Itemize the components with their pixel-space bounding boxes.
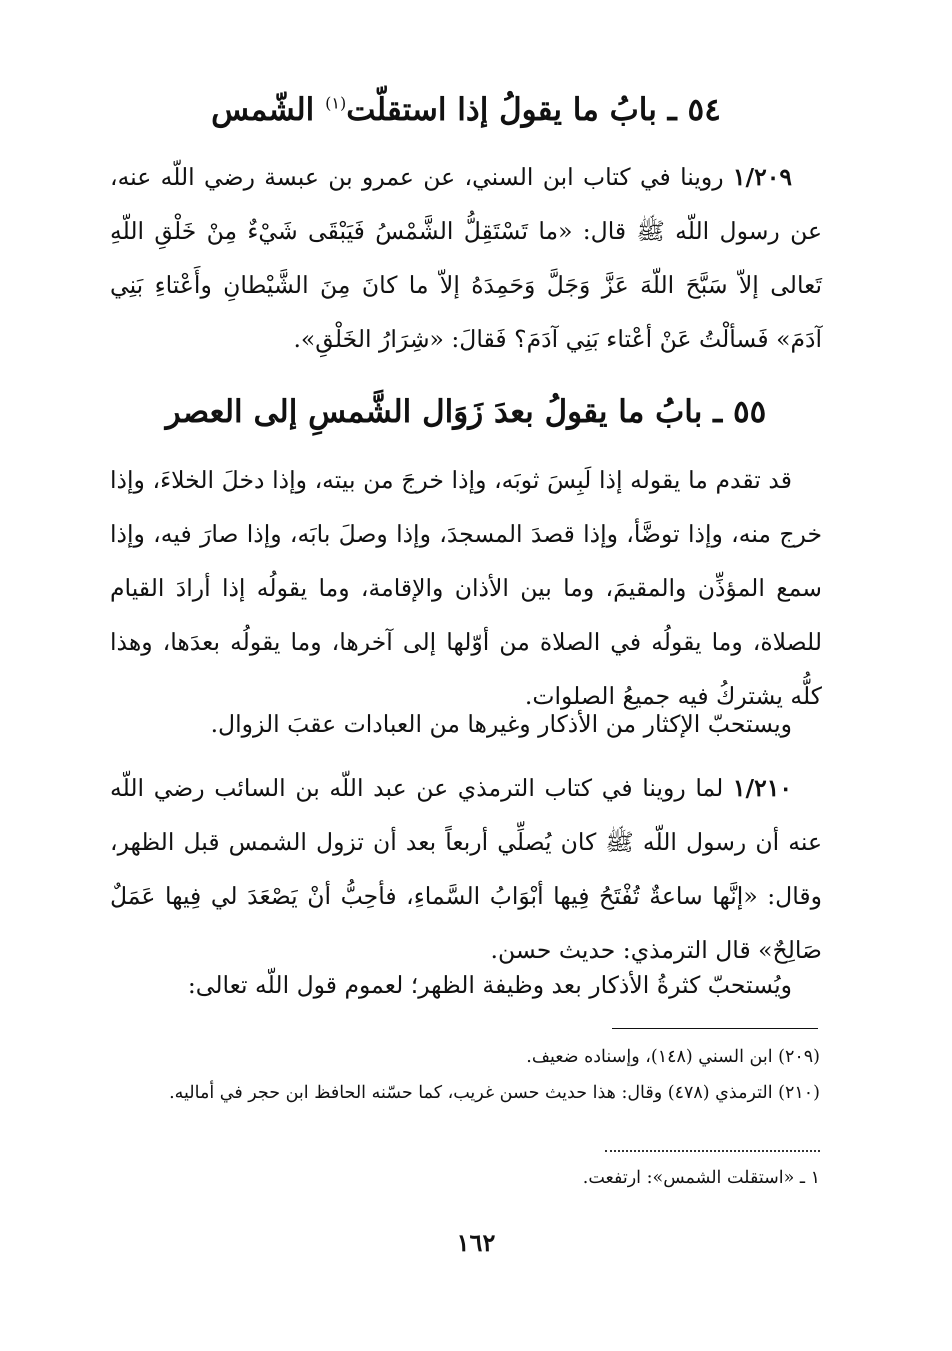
footnote-210: (٢١٠) الترمذي (٤٧٨) وقال: هذا حديث حسن غريب، كما حسّنه الحافظ ابن حجر في أماليه. [169,1083,820,1103]
hadith-number-210: ١/٢١٠ [732,774,792,802]
hadith-210-paragraph [110,761,822,977]
chapter-heading-55: ٥٥ ـ بابُ ما يقولُ بعدَ زَوَال الشَّمسِ إلى العصر [165,394,767,430]
heading-54-text: ٥٤ ـ بابُ ما يقولُ إذا استقلّت [346,92,721,128]
footnote-209: (٢٠٩) ابن السني (١٤٨)، وإسناده ضعيف. [526,1047,820,1067]
hadith-210-text: لما روينا في كتاب الترمذي عن عبد اللّه بن السائب رضي اللّه عنه أن رسول اللّه ﷺ كان يُصلِّي أربعاً بعد أن تزول الشمس قبل الظهر، وقال: «إنَّها ساعةٌ تُفْتَحُ فِيها أبْوَابُ السَّماءِ، فأحِبُّ أنْ يَصْعَدَ لي فِيها عَمَلٌ صَالِحٌ» قال الترمذي: حديث حسن. [110,774,822,964]
intro-text: قد تقدم ما يقوله إذا لَبِسَ ثوبَه، وإذا خرجَ من بيته، وإذا دخلَ الخلاءَ، وإذا خرج منه، وإذا توضَّأ، وإذا قصدَ المسجدَ، وإذا وصلَ بابَه، وإذا صارَ فيه، وإذا سمع المؤذِّن والمقيمَ، وما بين الأذان والإقامة، وما يقولُه إذا أرادَ القيام للصلاة، وما يقولُه في الصلاة من أوّلها إلى آخرها، وما يقولُه بعدَها، وهذا كلُّه يشتركُ فيه جميعُ الصلوات. [110,466,822,710]
intro-paragraph [110,453,822,723]
hadith-209-paragraph [110,150,822,366]
hadith-209-text: روينا في كتاب ابن السني، عن عمرو بن عبسة رضي اللّه عنه، عن رسول اللّه ﷺ قال: «ما تَسْتَقِلُّ الشَّمْسُ فَيَبْقَى شَيْءٌ مِنْ خَلْقِ اللّهِ تَعالى إلاّ سَبَّحَ اللّهَ عَزَّ وَجَلَّ وَحَمِدَهُ إلاّ ما كانَ مِنَ الشَّيْطانِ وأَعْتاءِ بَنِي آدَمَ» فَسألْتُ عَنْ أعْتاء بَنِي آدَمَ؟ فَقالَ: «شِرَارُ الخَلْقِ». [110,163,822,353]
recommendation-text: ويستحبّ الإكثار من الأذكار وغيرها من العبادات عقبَ الزوال. [210,710,792,738]
page-number: ١٦٢ [456,1228,496,1257]
recommendation-paragraph [110,697,822,751]
closing-text: ويُستحبّ كثرةُ الأذكار بعد وظيفة الظهر؛ لعموم قول اللّه تعالى: [187,971,792,999]
heading-54-tail: الشّمس [211,92,326,128]
closing-paragraph [110,958,822,1012]
footnote-1: ١ ـ «استقلت الشمس»: ارتفعت. [582,1168,820,1188]
hadith-number-209: ١/٢٠٩ [732,163,792,191]
chapter-heading-54 [110,92,822,129]
dotted-separator [605,1150,820,1152]
footnote-separator [612,1028,818,1029]
footnote-marker-1: (١) [325,93,347,113]
